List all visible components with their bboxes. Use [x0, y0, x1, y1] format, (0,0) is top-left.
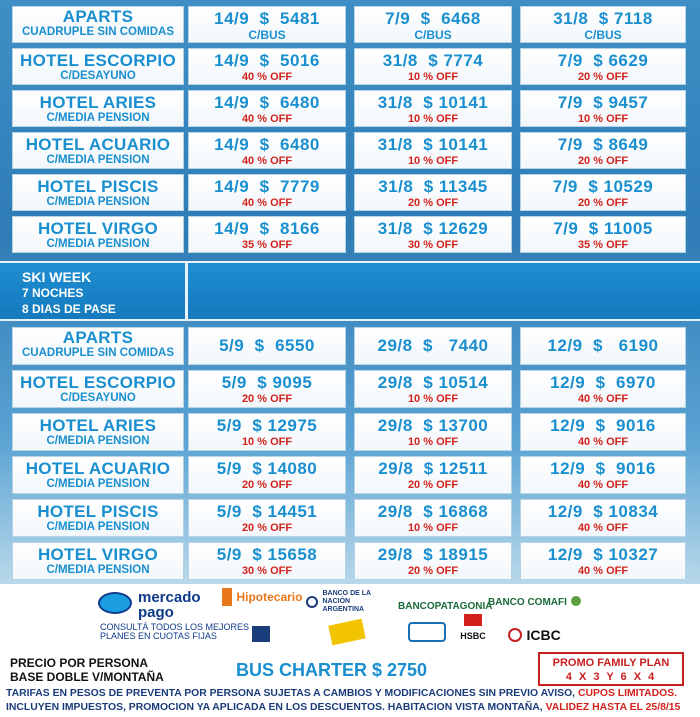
price-cell	[354, 174, 512, 211]
banco-patagonia-logo	[398, 596, 492, 614]
hotel-meal-plan: CUADRUPLE SIN COMIDAS	[21, 347, 175, 359]
price-row	[0, 48, 700, 85]
hsbc-logo	[456, 614, 490, 644]
mercado-pago-logo	[98, 589, 250, 641]
hotel-meal-plan: CUADRUPLE SIN COMIDAS	[21, 26, 175, 38]
discount-label: 40 % OFF	[577, 522, 629, 534]
date-price: 31/8 $ 12629	[377, 219, 489, 238]
price-cell	[188, 174, 346, 211]
hotel-meal-plan: C/MEDIA PENSION	[46, 196, 150, 208]
discount-label: 10 % OFF	[407, 113, 459, 125]
handshake-icon	[98, 592, 132, 614]
hotel-cell	[12, 132, 184, 169]
price-cell	[354, 413, 512, 451]
legal-text-1: TARIFAS EN PESOS DE PREVENTA POR PERSONA SUJETAS A CAMBIOS Y MODIFICACIONES SIN PREVIO AVISO,	[6, 688, 578, 699]
price-cell	[188, 216, 346, 253]
discount-label: 40 % OFF	[241, 71, 293, 83]
price-cell	[354, 90, 512, 127]
price-cell	[520, 456, 686, 494]
comafi-name: BANCO COMAFI	[488, 597, 567, 608]
mercado-pago-name: mercado pago	[138, 589, 201, 621]
cabal-card-icon	[252, 626, 270, 642]
price-cell	[520, 370, 686, 408]
hotel-meal-plan: C/MEDIA PENSION	[46, 112, 150, 124]
discount-label: 20 % OFF	[241, 479, 293, 491]
hotel-cell	[12, 48, 184, 85]
price-per-person-label: PRECIO POR PERSONA	[10, 656, 149, 670]
date-price: 12/9 $ 10327	[547, 545, 659, 564]
legal-text-2: INCLUYEN IMPUESTOS, PROMOCION YA APLICADA EN LOS DESCUENTOS. HABITACION VISTA MONTAÑA,	[6, 702, 546, 713]
price-row	[0, 174, 700, 211]
icbc-mark-icon	[508, 628, 522, 642]
price-cell	[520, 132, 686, 169]
price-cell	[520, 90, 686, 127]
price-cell	[520, 6, 686, 43]
price-row	[0, 370, 700, 408]
hotel-cell	[12, 413, 184, 451]
date-price: 12/9 $ 10834	[547, 502, 659, 521]
date-price: 5/9 $ 12975	[216, 416, 318, 435]
discount-label: 20 % OFF	[407, 479, 459, 491]
date-price: 7/9 $ 8649	[557, 135, 649, 154]
hotel-name: HOTEL PISCIS	[37, 502, 159, 521]
date-price: 7/9 $ 6468	[385, 9, 481, 28]
price-cell	[188, 499, 346, 537]
promo-family-plan-box	[538, 652, 684, 686]
price-row	[0, 132, 700, 169]
price-row	[0, 327, 700, 365]
date-price: 29/8 $ 13700	[377, 416, 489, 435]
hotel-cell	[12, 370, 184, 408]
bus-included-label: C/BUS	[414, 28, 452, 42]
price-cell	[188, 456, 346, 494]
date-price: 31/8 $ 10141	[377, 93, 489, 112]
price-cell	[354, 542, 512, 580]
date-price: 29/8 $ 7440	[377, 336, 489, 355]
price-cell	[188, 132, 346, 169]
discount-label: 35 % OFF	[241, 239, 293, 251]
ski-week-title: SKI WEEK	[22, 269, 92, 285]
discount-label: 20 % OFF	[241, 522, 293, 534]
discount-label: 20 % OFF	[241, 393, 293, 405]
hotel-cell	[12, 174, 184, 211]
price-cell	[354, 456, 512, 494]
discount-label: 40 % OFF	[577, 436, 629, 448]
price-cell	[188, 413, 346, 451]
discount-label: 10 % OFF	[577, 113, 629, 125]
discount-label: 10 % OFF	[407, 522, 459, 534]
hotel-name: HOTEL ARIES	[39, 93, 157, 112]
discount-label: 20 % OFF	[577, 197, 629, 209]
discount-label: 20 % OFF	[407, 565, 459, 577]
mercado-pago-tagline-1: CONSULTÁ TODOS LOS MEJORES	[100, 622, 250, 632]
discount-label: 30 % OFF	[407, 239, 459, 251]
date-price: 5/9 $ 14451	[216, 502, 318, 521]
price-cell	[188, 90, 346, 127]
price-cell	[188, 542, 346, 580]
discount-label: 10 % OFF	[407, 155, 459, 167]
limited-quota-text: CUPOS LIMITADOS.	[577, 688, 678, 699]
date-price: 29/8 $ 16868	[377, 502, 489, 521]
discount-label: 30 % OFF	[241, 565, 293, 577]
date-price: 14/9 $ 6480	[214, 135, 320, 154]
price-row	[0, 216, 700, 253]
hotel-cell	[12, 456, 184, 494]
footer	[0, 584, 700, 717]
price-cell	[354, 48, 512, 85]
discount-label: 10 % OFF	[241, 436, 293, 448]
price-cell	[520, 48, 686, 85]
price-cell	[354, 216, 512, 253]
date-price: 31/8 $ 10141	[377, 135, 489, 154]
hipotecario-logo	[222, 588, 302, 606]
date-price: 7/9 $ 9457	[557, 93, 649, 112]
legal-text-line-1	[6, 688, 677, 699]
ski-week-pass: 8 DIAS DE PASE	[22, 302, 116, 316]
price-cell	[520, 174, 686, 211]
date-price: 7/9 $ 11005	[553, 219, 653, 238]
date-price: 14/9 $ 8166	[214, 219, 320, 238]
date-price: 14/9 $ 5481	[214, 9, 320, 28]
patagonia-name: BANCOPATAGONIA	[398, 601, 493, 612]
hotel-meal-plan: C/MEDIA PENSION	[46, 154, 150, 166]
ski-divider	[185, 263, 188, 319]
promo-offer: 4 X 3 Y 6 X 4	[565, 671, 657, 683]
hotel-name: HOTEL PISCIS	[37, 177, 159, 196]
price-cell	[354, 370, 512, 408]
date-price: 29/8 $ 10514	[377, 373, 489, 392]
hotel-cell	[12, 6, 184, 43]
hotel-name: HOTEL ACUARIO	[25, 135, 171, 154]
mercado-pago-tagline-2: PLANES EN CUOTAS FIJAS	[100, 631, 217, 641]
hotel-meal-plan: C/MEDIA PENSION	[46, 435, 150, 447]
price-cell	[354, 327, 512, 365]
icbc-name: ICBC	[526, 626, 561, 643]
validity-text: VALIDEZ HASTA EL 25/8/15	[545, 702, 681, 713]
date-price: 12/9 $ 6190	[547, 336, 659, 355]
price-cell	[188, 370, 346, 408]
hotel-meal-plan: C/MEDIA PENSION	[46, 478, 150, 490]
shopping-card-icon	[328, 619, 365, 646]
hsbc-name: HSBC	[460, 631, 486, 641]
hotel-cell	[12, 216, 184, 253]
price-cell	[188, 48, 346, 85]
bus-included-label: C/BUS	[248, 28, 286, 42]
discount-label: 10 % OFF	[407, 436, 459, 448]
date-price: 31/8 $ 7774	[382, 51, 484, 70]
date-price: 14/9 $ 7779	[214, 177, 320, 196]
date-price: 29/8 $ 12511	[378, 459, 488, 478]
price-row	[0, 499, 700, 537]
banco-nacion-logo	[306, 590, 392, 614]
hotel-meal-plan: C/MEDIA PENSION	[46, 238, 150, 250]
hotel-name: APARTS	[62, 7, 134, 26]
date-price: 12/9 $ 9016	[550, 416, 656, 435]
comafi-mark-icon	[571, 596, 581, 606]
discount-label: 20 % OFF	[577, 71, 629, 83]
hotel-name: HOTEL ESCORPIO	[20, 373, 176, 392]
date-price: 12/9 $ 9016	[550, 459, 656, 478]
date-price: 5/9 $ 9095	[221, 373, 313, 392]
hotel-name: HOTEL ARIES	[39, 416, 157, 435]
price-cell	[520, 216, 686, 253]
price-cell	[520, 327, 686, 365]
hotel-cell	[12, 499, 184, 537]
double-base-label: BASE DOBLE V/MONTAÑA	[10, 670, 164, 684]
price-cell	[520, 413, 686, 451]
hotel-name: APARTS	[62, 328, 134, 347]
hotel-name: HOTEL VIRGO	[37, 219, 159, 238]
date-price: 5/9 $ 14080	[216, 459, 318, 478]
price-cell	[520, 499, 686, 537]
date-price: 7/9 $ 6629	[557, 51, 649, 70]
price-row	[0, 542, 700, 580]
ski-week-banner	[0, 261, 700, 321]
hotel-name: HOTEL VIRGO	[37, 545, 159, 564]
date-price: 31/8 $ 7118	[553, 9, 653, 28]
hotel-cell	[12, 90, 184, 127]
hipotecario-mark-icon	[222, 588, 232, 606]
price-row	[0, 413, 700, 451]
promo-title: PROMO FAMILY PLAN	[552, 657, 670, 669]
discount-label: 40 % OFF	[241, 197, 293, 209]
date-price: 29/8 $ 18915	[377, 545, 489, 564]
ski-week-nights: 7 NOCHES	[22, 286, 84, 300]
price-cell	[188, 6, 346, 43]
nacion-seal-icon	[306, 596, 318, 608]
discount-label: 20 % OFF	[407, 197, 459, 209]
hotel-cell	[12, 542, 184, 580]
hotel-name: HOTEL ACUARIO	[25, 459, 171, 478]
hotel-meal-plan: C/MEDIA PENSION	[46, 564, 150, 576]
discount-label: 40 % OFF	[577, 565, 629, 577]
hotel-meal-plan: C/MEDIA PENSION	[46, 521, 150, 533]
discount-label: 40 % OFF	[577, 393, 629, 405]
date-price: 14/9 $ 5016	[214, 51, 320, 70]
date-price: 5/9 $ 6550	[219, 336, 315, 355]
date-price: 7/9 $ 10529	[552, 177, 654, 196]
price-cell	[354, 499, 512, 537]
discount-label: 10 % OFF	[407, 393, 459, 405]
hotel-meal-plan: C/DESAYUNO	[60, 70, 136, 82]
price-row	[0, 6, 700, 43]
price-cell	[520, 542, 686, 580]
date-price: 5/9 $ 15658	[216, 545, 318, 564]
hsbc-hexagon-icon	[464, 614, 482, 626]
banco-comafi-logo	[488, 592, 581, 610]
nacion-name: BANCO DE LA NACIÓN ARGENTINA	[322, 590, 371, 613]
discount-label: 10 % OFF	[407, 71, 459, 83]
discount-label: 40 % OFF	[241, 155, 293, 167]
icbc-logo	[508, 626, 561, 644]
discount-label: 20 % OFF	[577, 155, 629, 167]
carrefour-card-icon	[408, 622, 446, 642]
bus-included-label: C/BUS	[584, 28, 622, 42]
date-price: 12/9 $ 6970	[550, 373, 656, 392]
hipotecario-name: Hipotecario	[236, 590, 303, 604]
discount-label: 40 % OFF	[241, 113, 293, 125]
date-price: 14/9 $ 6480	[214, 93, 320, 112]
hotel-meal-plan: C/DESAYUNO	[60, 392, 136, 404]
price-cell	[354, 6, 512, 43]
price-row	[0, 90, 700, 127]
bus-charter-price: BUS CHARTER $ 2750	[236, 660, 428, 680]
hotel-cell	[12, 327, 184, 365]
date-price: 31/8 $ 11345	[378, 177, 488, 196]
discount-label: 40 % OFF	[577, 479, 629, 491]
price-cell	[188, 327, 346, 365]
price-cell	[354, 132, 512, 169]
ski-week-label	[22, 269, 182, 317]
legal-text-line-2	[6, 702, 680, 713]
hotel-name: HOTEL ESCORPIO	[20, 51, 176, 70]
price-row	[0, 456, 700, 494]
discount-label: 35 % OFF	[577, 239, 629, 251]
